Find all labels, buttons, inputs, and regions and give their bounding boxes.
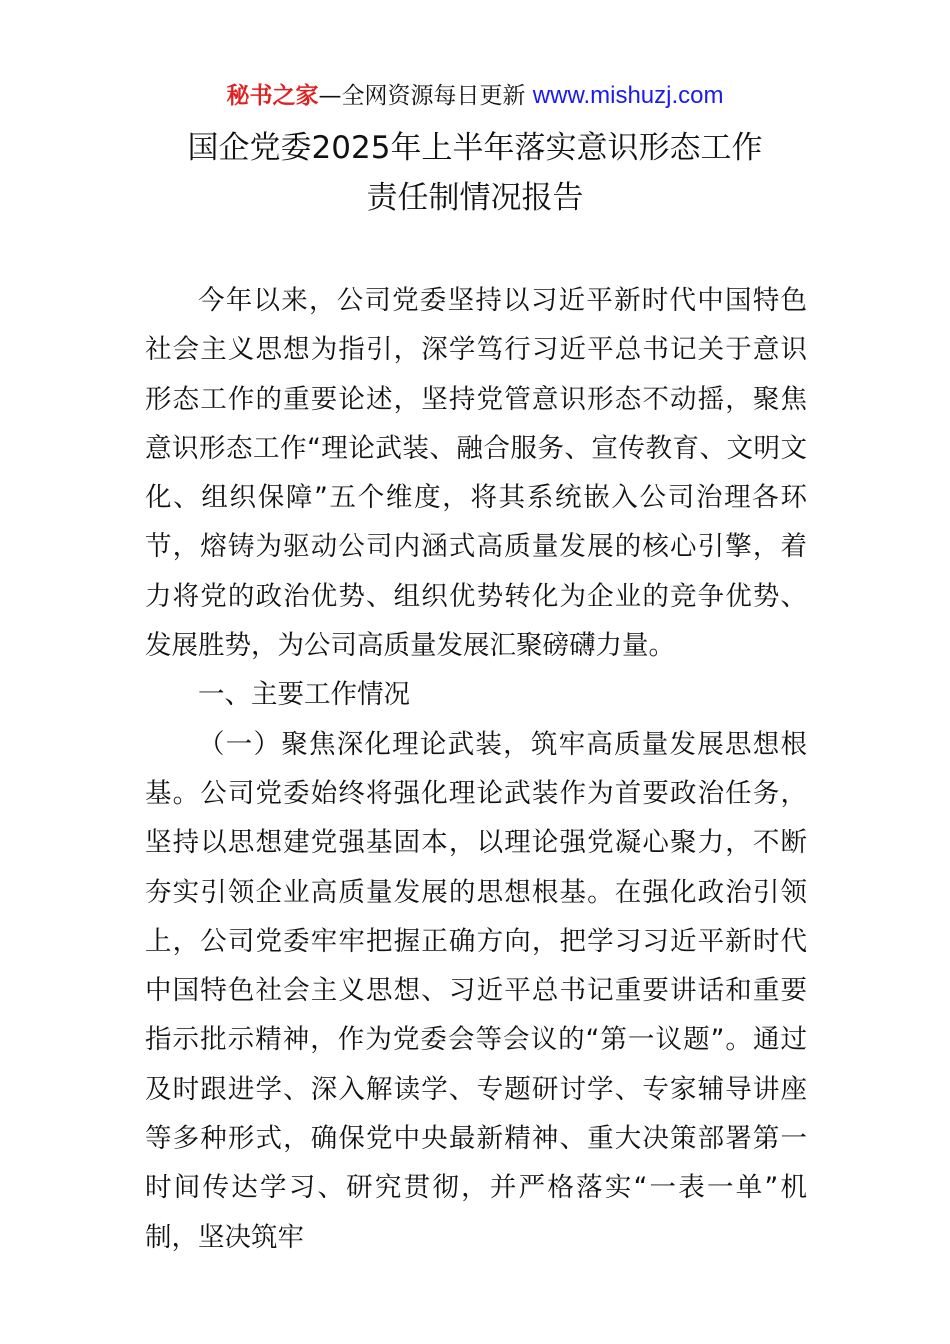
subsection-paragraph: （一）聚焦深化理论武装，筑牢高质量发展思想根基。公司党委始终将强化理论武装作为首要政治任务，坚持以思想建党强基固本，以理论强党凝心聚力，不断夯实引领企业高质量发展的思想根基。在强化政治引领上，公司党委牢牢把握正确方向，把学习习近平新时代中国特色社会主义思想、习近平总书记重要讲话和重要指示批示精神，作为党委会等会议的“第一议题”。通过及时跟进学、深入解读学、专题研讨学、专家辅导讲座等多种形式，确保党中央最新精神、重大决策部署第一时间传达学习、研究贯彻，并严格落实“一表一单”机制，坚决筑牢 — [145, 728, 807, 1253]
document-body — [145, 276, 807, 1262]
document-title-line-2: 责任制情况报告 — [366, 180, 584, 216]
site-url-link[interactable]: www.mishuzj.com — [532, 82, 724, 109]
site-header — [0, 80, 950, 112]
intro-paragraph: 今年以来，公司党委坚持以习近平新时代中国特色社会主义思想为指引，深学笃行习近平总书记关于意识形态工作的重要论述，坚持党管意识形态不动摇，聚焦意识形态工作“理论武装、融合服务、宣传教育、文明文化、组织保障”五个维度，将其系统嵌入公司治理各环节，熔铸为驱动公司内涵式高质量发展的核心引擎，着力将党的政治优势、组织优势转化为企业的竞争优势、发展胜势，为公司高质量发展汇聚磅礴力量。 — [145, 285, 807, 662]
site-tagline: —全网资源每日更新 — [318, 83, 533, 109]
site-name: 秘书之家 — [226, 83, 319, 109]
section-heading: 一、主要工作情况 — [198, 679, 410, 711]
document-title-line-1: 国企党委2025年上半年落实意识形态工作 — [187, 130, 763, 166]
